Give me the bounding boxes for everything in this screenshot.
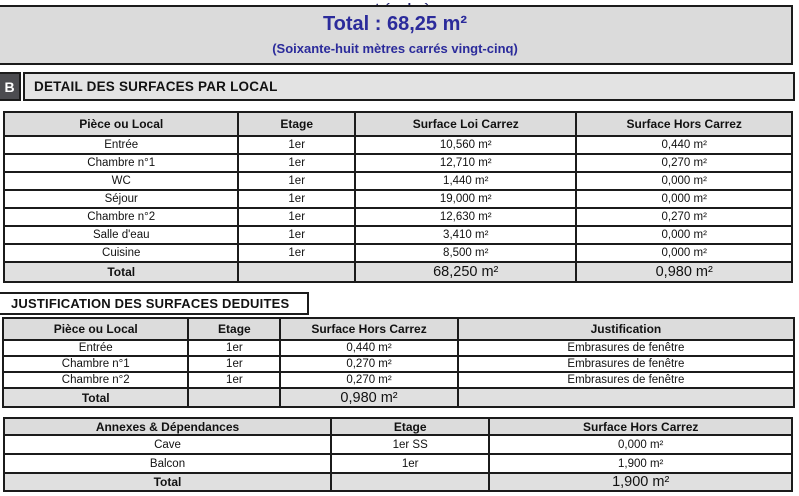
cell-piece: Chambre n°1: [4, 154, 238, 172]
cell-hors-carrez: 1,900 m²: [489, 454, 792, 473]
cell-loi-carrez: 12,630 m²: [355, 208, 576, 226]
cell-justification: Embrasures de fenêtre: [458, 356, 794, 372]
cell-loi-carrez: 8,500 m²: [355, 244, 576, 262]
cell-piece: Cuisine: [4, 244, 238, 262]
column-header-etage: Etage: [238, 112, 355, 136]
cell-etage: 1er: [238, 136, 355, 154]
cell-loi-carrez: 19,000 m²: [355, 190, 576, 208]
total-etage-empty: [331, 473, 489, 491]
total-label: Total: [4, 473, 331, 491]
column-header-hors-carrez: Surface Hors Carrez: [489, 418, 792, 435]
column-header-piece: Pièce ou Local: [3, 318, 188, 340]
table-header-row: [4, 112, 792, 136]
total-etage-empty: [188, 388, 280, 407]
cell-loi-carrez: 1,440 m²: [355, 172, 576, 190]
cell-hors-carrez: 0,000 m²: [576, 226, 792, 244]
cell-hors-carrez: 0,000 m²: [576, 244, 792, 262]
column-header-etage: Etage: [188, 318, 280, 340]
total-value: Total : 68,25 m²: [322, 13, 468, 35]
cell-piece: WC: [4, 172, 238, 190]
table-total-row: [3, 388, 794, 407]
total-label: Total: [4, 262, 238, 282]
table-row: [4, 208, 792, 226]
cell-etage: 1er: [188, 340, 280, 356]
cell-hors-carrez: 0,270 m²: [280, 356, 458, 372]
cell-loi-carrez: 12,710 m²: [355, 154, 576, 172]
cell-hors-carrez: 0,440 m²: [576, 136, 792, 154]
cell-piece: Séjour: [4, 190, 238, 208]
justification-title-label: JUSTIFICATION DES SURFACES DEDUITES: [11, 296, 290, 311]
cell-etage: 1er: [238, 244, 355, 262]
table-row: [4, 435, 792, 454]
cell-piece: Chambre n°2: [4, 208, 238, 226]
cell-loi-carrez: 3,410 m²: [355, 226, 576, 244]
cell-piece: Chambre n°1: [3, 356, 188, 372]
column-header-piece: Pièce ou Local: [4, 112, 238, 136]
cell-etage: 1er: [331, 454, 489, 473]
table-row: [3, 340, 794, 356]
column-header-justification: Justification: [458, 318, 794, 340]
table-row: [4, 154, 792, 172]
total-label: Total: [3, 388, 188, 407]
cell-hors-carrez: 0,000 m²: [576, 190, 792, 208]
surfaces-detail-table: [3, 111, 793, 283]
cell-hors-carrez: 0,000 m²: [489, 435, 792, 454]
column-header-loi-carrez: Surface Loi Carrez: [355, 112, 576, 136]
cell-etage: 1er: [238, 208, 355, 226]
section-b-header: [0, 72, 795, 101]
table-row: [3, 356, 794, 372]
column-header-hors-carrez: Surface Hors Carrez: [576, 112, 792, 136]
cell-hors-carrez: 0,270 m²: [280, 372, 458, 388]
table-total-row: [4, 262, 792, 282]
table-row: [4, 454, 792, 473]
cell-etage: 1er: [238, 172, 355, 190]
cell-justification: Embrasures de fenêtre: [458, 372, 794, 388]
cell-etage: 1er: [188, 356, 280, 372]
cell-hors-carrez: 0,270 m²: [576, 208, 792, 226]
table-row: [3, 372, 794, 388]
annexes-table: [3, 417, 793, 492]
justification-table: [2, 317, 795, 408]
total-banner: [0, 5, 793, 65]
cell-annexe: Cave: [4, 435, 331, 454]
column-header-hors-carrez: Surface Hors Carrez: [280, 318, 458, 340]
cell-piece: Chambre n°2: [3, 372, 188, 388]
table-header-row: [4, 418, 792, 435]
cell-piece: Salle d'eau: [4, 226, 238, 244]
cell-etage: 1er: [238, 190, 355, 208]
cell-etage: 1er: [188, 372, 280, 388]
table-row: [4, 136, 792, 154]
table-header-row: [3, 318, 794, 340]
table-row: [4, 226, 792, 244]
cell-etage: 1er SS: [331, 435, 489, 454]
section-letter-badge: B: [0, 72, 21, 101]
cell-loi-carrez: 10,560 m²: [355, 136, 576, 154]
total-justification-empty: [458, 388, 794, 407]
table-row: [4, 172, 792, 190]
section-title: DETAIL DES SURFACES PAR LOCAL: [23, 72, 795, 101]
column-header-etage: Etage: [331, 418, 489, 435]
cell-justification: Embrasures de fenêtre: [458, 340, 794, 356]
total-in-words: (Soixante-huit mètres carrés vingt-cinq): [272, 41, 518, 56]
total-hors-carrez: 0,980 m²: [280, 388, 458, 407]
cell-etage: 1er: [238, 226, 355, 244]
cell-etage: 1er: [238, 154, 355, 172]
total-hors-carrez: 1,900 m²: [489, 473, 792, 491]
cell-annexe: Balcon: [4, 454, 331, 473]
column-header-annexes: Annexes & Dépendances: [4, 418, 331, 435]
cell-hors-carrez: 0,440 m²: [280, 340, 458, 356]
cell-piece: Entrée: [4, 136, 238, 154]
table-row: [4, 190, 792, 208]
total-etage-empty: [238, 262, 355, 282]
cell-hors-carrez: 0,270 m²: [576, 154, 792, 172]
total-hors-carrez: 0,980 m²: [576, 262, 792, 282]
cell-piece: Entrée: [3, 340, 188, 356]
justification-section-title: [0, 292, 309, 315]
cell-hors-carrez: 0,000 m²: [576, 172, 792, 190]
table-row: [4, 244, 792, 262]
total-loi-carrez: 68,250 m²: [355, 262, 576, 282]
table-total-row: [4, 473, 792, 491]
